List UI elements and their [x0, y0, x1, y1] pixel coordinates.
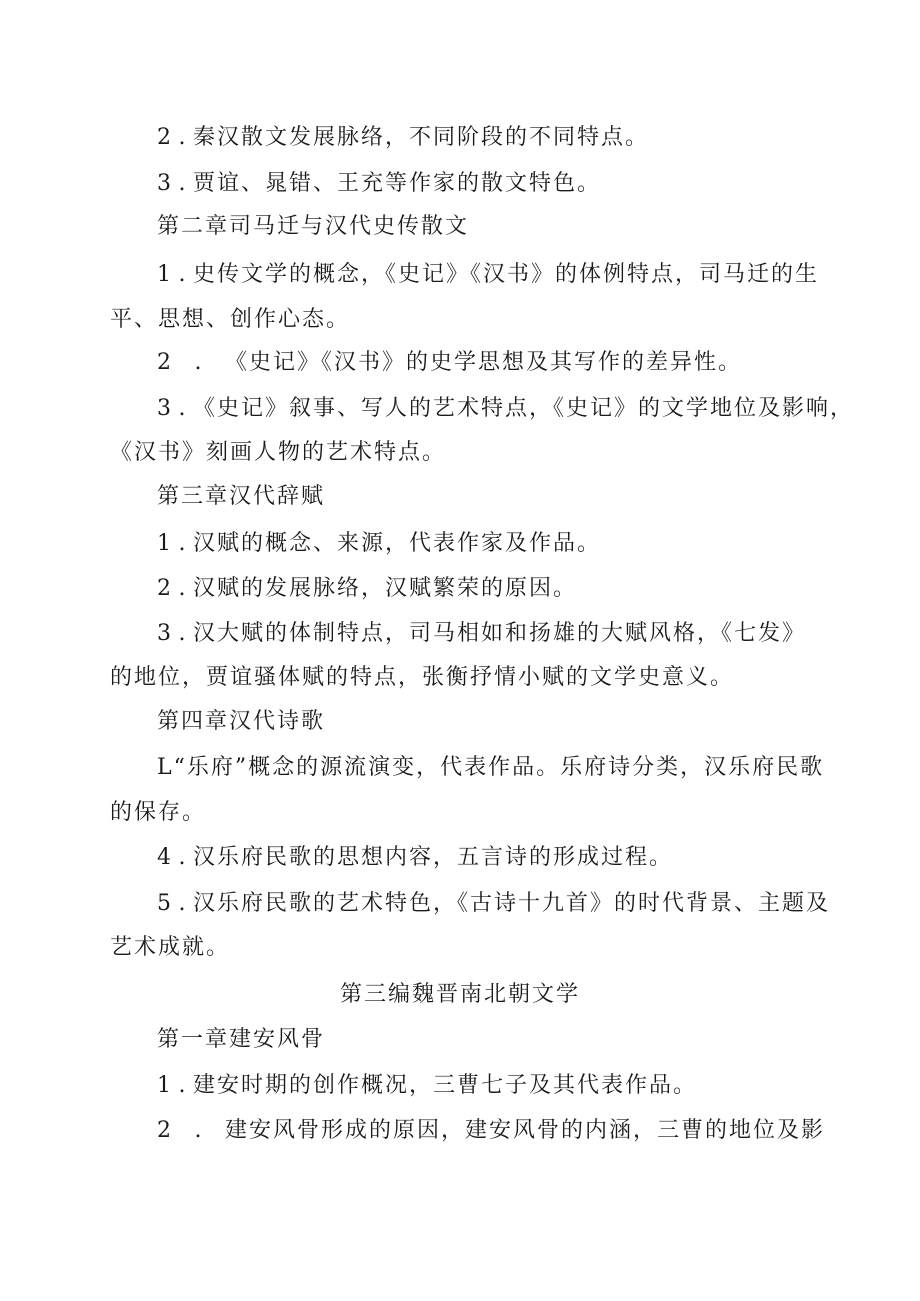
item-text: 史传文学的概念，《史记》《汉书》的体例特点，司马迁的生 [193, 262, 820, 287]
list-item [157, 891, 920, 917]
list-item [157, 396, 920, 422]
item-text: 建安时期的创作概况，三曹七子及其代表作品。 [193, 1073, 698, 1098]
item-number: 2 [157, 576, 173, 601]
list-item [157, 531, 920, 557]
item-separator: . [178, 125, 188, 150]
item-separator: . [178, 1073, 188, 1098]
item-number: 3 [157, 171, 173, 196]
continuation-line: 平、思想、创作心态。 [110, 307, 351, 332]
item-number: 1 [157, 1073, 173, 1098]
continuation-line: 的保存。 [110, 800, 207, 825]
item-number: 3 [157, 396, 173, 421]
item-separator: . [178, 531, 188, 556]
item-number: 2 [157, 350, 173, 375]
list-item [157, 262, 920, 288]
list-item [157, 171, 920, 197]
item-number: 1 [157, 262, 173, 287]
item-separator: . [178, 621, 188, 646]
list-item [157, 576, 920, 602]
item-text: 汉大赋的体制特点，司马相如和扬雄的大赋风格，《七发》 [193, 621, 807, 646]
item-text: 汉赋的发展脉络，汉赋繁荣的原因。 [193, 576, 578, 601]
list-item [157, 125, 920, 151]
item-number: 2 [157, 125, 173, 150]
item-text: 《史记》《汉书》的史学思想及其写作的差异性。 [225, 350, 743, 375]
item-number: 1 [157, 531, 173, 556]
chapter-heading: 第三章汉代辞赋 [157, 484, 326, 509]
item-separator: . [178, 262, 188, 287]
item-number: 5 [157, 891, 173, 916]
list-item [157, 1073, 920, 1099]
list-item [157, 621, 920, 647]
continuation-line: 艺术成就。 [110, 935, 231, 960]
item-text: 《史记》叙事、写人的艺术特点，《史记》的文学地位及影响， [193, 396, 855, 421]
list-item: L“乐府”概念的源流演变，代表作品。乐府诗分类，汉乐府民歌 [157, 755, 825, 780]
continuation-line: 《汉书》刻画人物的艺术特点。 [110, 440, 447, 465]
list-item [157, 845, 920, 871]
item-separator: . [178, 845, 188, 870]
chapter-heading: 第一章建安风骨 [157, 1027, 326, 1052]
item-separator: . [178, 891, 188, 916]
part-heading: 第三编魏晋南北朝文学 [339, 982, 580, 1007]
item-text: 秦汉散文发展脉络，不同阶段的不同特点。 [193, 125, 650, 150]
item-number: 2 [157, 1118, 173, 1143]
item-text: 贾谊、晁错、王充等作家的散文特色。 [193, 171, 602, 196]
item-text: 汉赋的概念、来源，代表作家及作品。 [193, 531, 602, 556]
item-number: 4 [157, 845, 173, 870]
list-item [157, 1118, 920, 1144]
item-separator: . [194, 350, 204, 375]
item-text: 建安风骨形成的原因，建安风骨的内涵，三曹的地位及影 [225, 1118, 826, 1143]
item-number: 3 [157, 621, 173, 646]
item-separator: . [178, 396, 188, 421]
continuation-line: 的地位，贾谊骚体赋的特点，张衡抒情小赋的文学史意义。 [110, 665, 735, 690]
item-text: 汉乐府民歌的艺术特色，《古诗十九首》的时代背景、主题及 [193, 891, 831, 916]
list-item [157, 350, 920, 376]
item-separator: . [178, 576, 188, 601]
chapter-heading: 第四章汉代诗歌 [157, 709, 326, 734]
item-separator: . [178, 171, 188, 196]
item-separator: . [194, 1118, 204, 1143]
item-text: 汉乐府民歌的思想内容，五言诗的形成过程。 [193, 845, 674, 870]
chapter-heading: 第二章司马迁与汉代史传散文 [157, 214, 470, 239]
